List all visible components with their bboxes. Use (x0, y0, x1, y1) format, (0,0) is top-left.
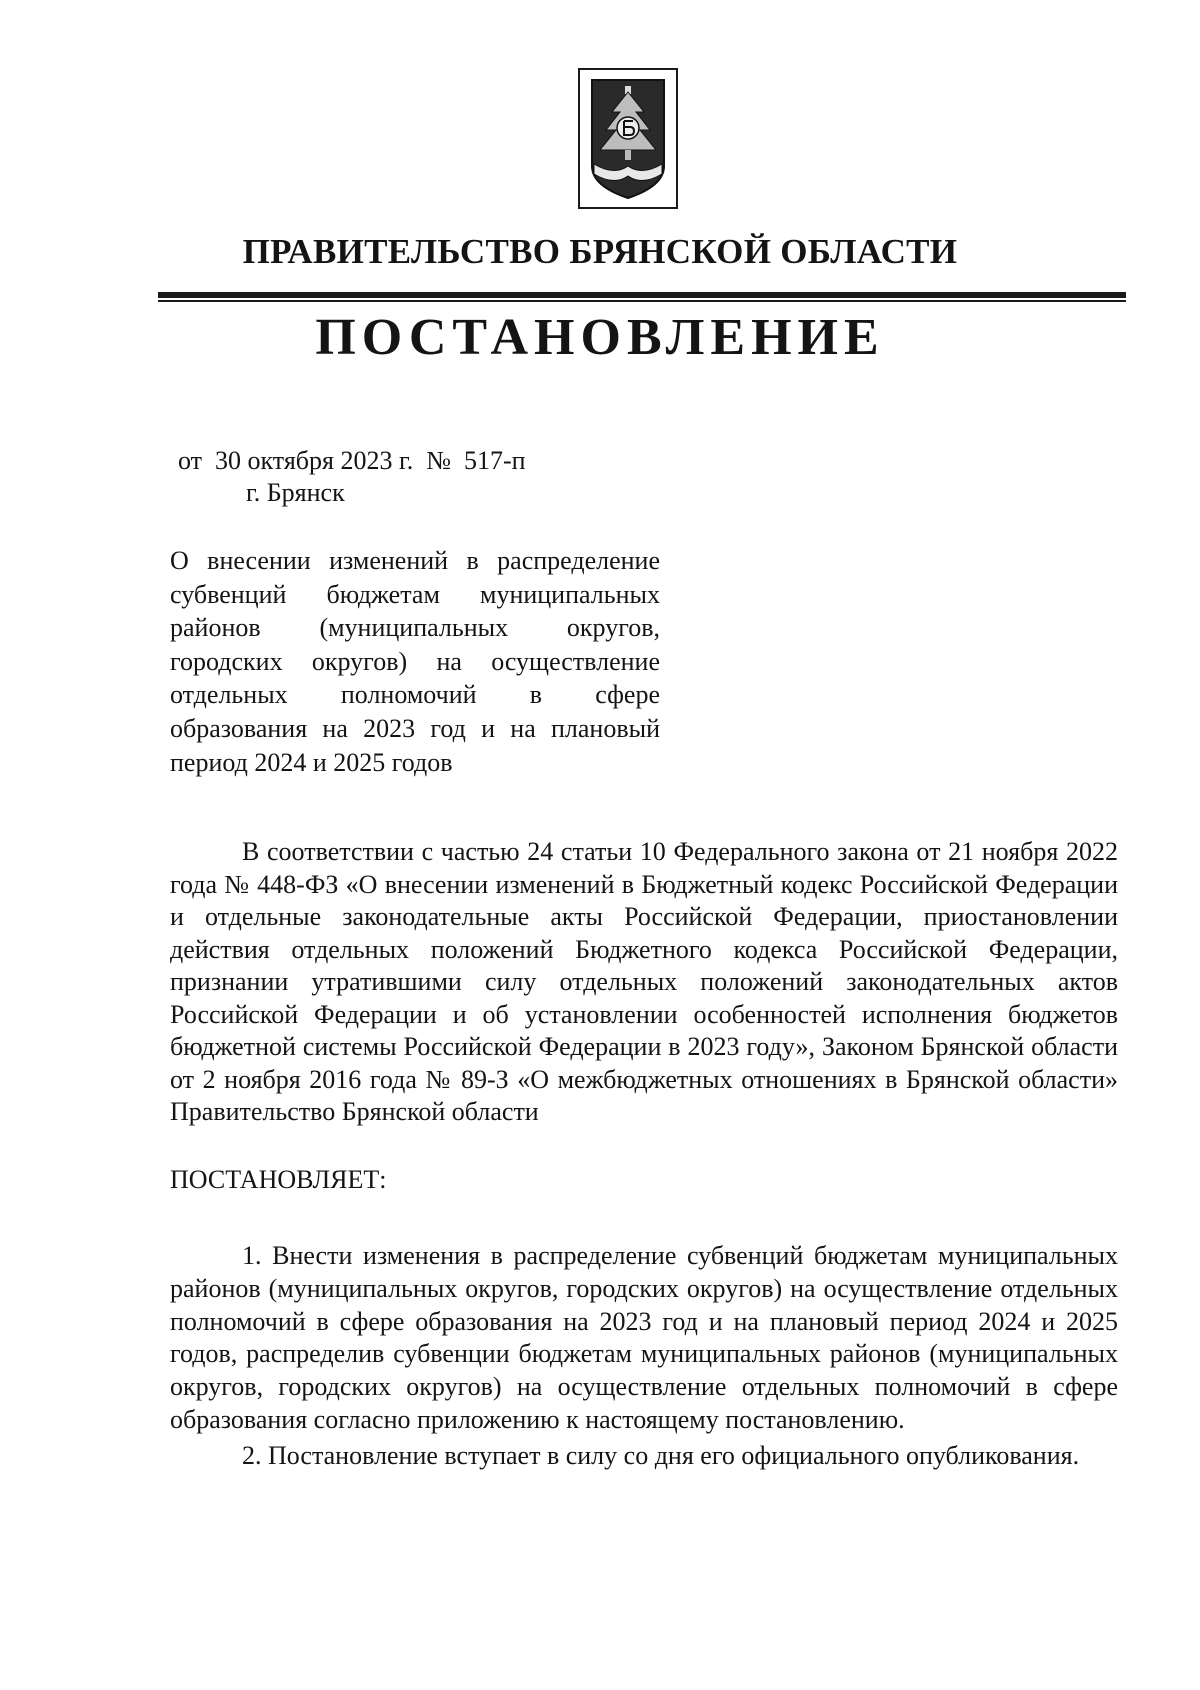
resolution-item-2: 2. Постановление вступает в силу со дня его официального опубликования. (242, 1441, 1080, 1470)
city-name: г. Брянск (246, 478, 345, 507)
header-rule-thick (158, 292, 1126, 298)
preamble-paragraph: В соответствии с частью 24 статьи 10 Федерального закона от 21 ноября 2022 года № 448-ФЗ «О внесении изменений в Бюджетный кодекс Российской Федерации и отдельные законодательные акты Российской Федерации, приостановлении действия отдельных положений Бюджетного кодекса Российской Федерации, признании утратившими силу отдельных положений законодательных актов Российской Федерации и об установлении особенностей исполнения бюджетов бюджетной системы Российской Федерации в 2023 году», Законом Брянской области от 2 ноября 2016 года № 89-З «О межбюджетных отношениях в Брянской области» Правительство Брянской области (170, 837, 1118, 1126)
resolution-item-1: 1. Внести изменения в распределение субвенций бюджетам муниципальных районов (муниципальных округов, городских округов) на осуществление отдельных полномочий в сфере образования на 2023 год и на плановый период 2024 и 2025 годов, распределив субвенции бюджетам муниципальных районов (муниципальных округов, городских округов) на осуществление отдельных полномочий в сфере образования согласно приложению к настоящему постановлению. (170, 1241, 1118, 1434)
organization-name: ПРАВИТЕЛЬСТВО БРЯНСКОЙ ОБЛАСТИ (242, 232, 958, 271)
document-subject: О внесении изменений в распределение субвенций бюджетам муниципальных районов (муниципальных округов, городских округов) на осуществление отдельных полномочий в сфере образования на 2023 год и на плановый период 2024 и 2025 годов (170, 546, 660, 777)
document-type-title: ПОСТАНОВЛЕНИЕ (315, 309, 885, 366)
date-and-number: от 30 октября 2023 г. № 517-п (178, 446, 526, 475)
coat-of-arms-icon (584, 74, 672, 203)
header-rule-thin (158, 300, 1126, 302)
coat-of-arms-frame (578, 68, 678, 209)
resolves-word: ПОСТАНОВЛЯЕТ: (170, 1165, 387, 1194)
